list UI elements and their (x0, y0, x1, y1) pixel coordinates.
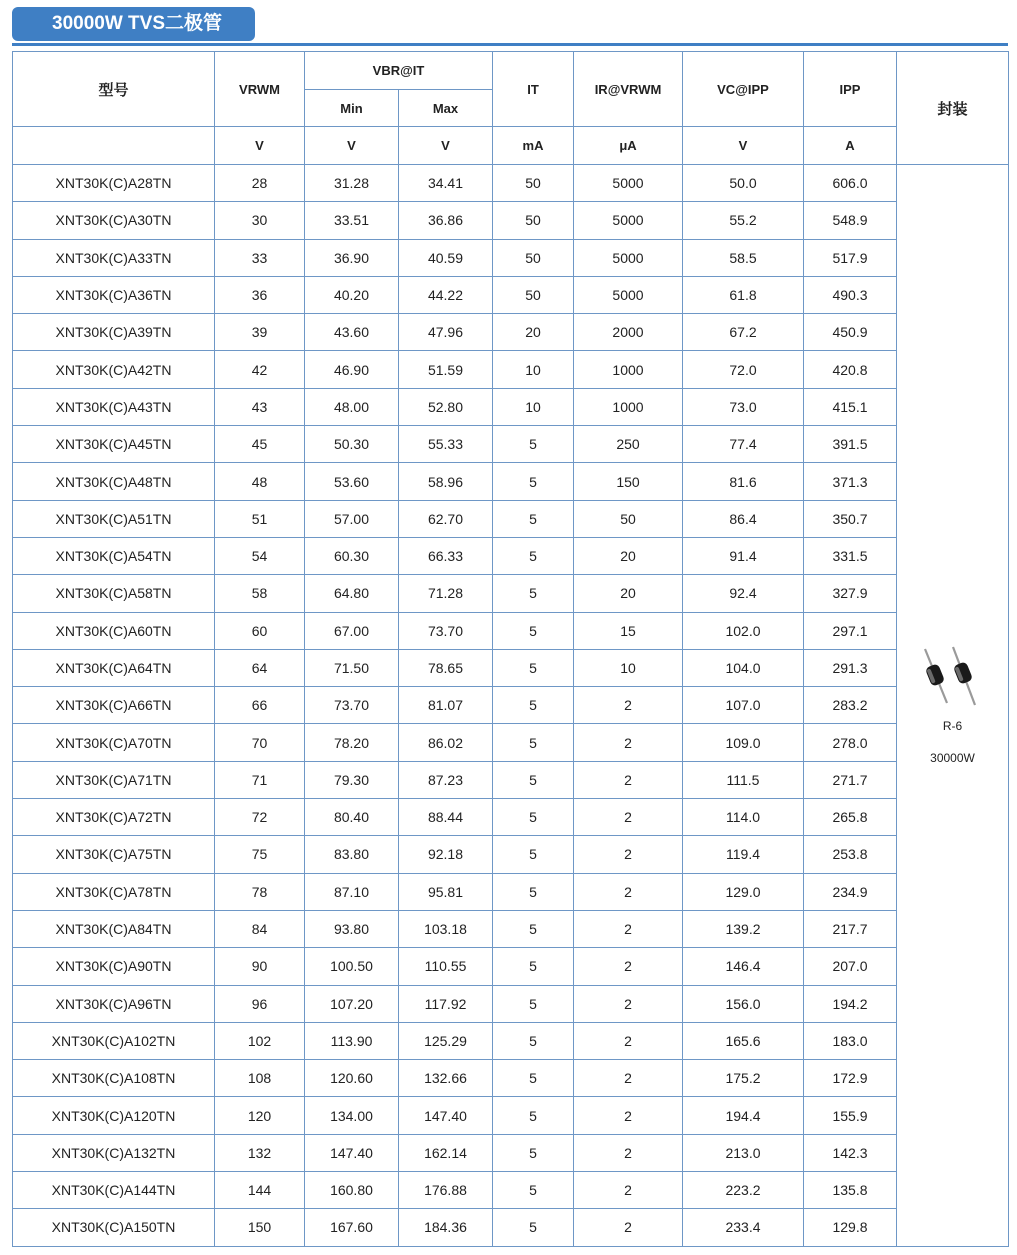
cell-vrwm: 43 (215, 388, 305, 425)
cell-vbr-max: 125.29 (399, 1022, 493, 1059)
cell-ir: 1000 (574, 388, 683, 425)
cell-vbr-min: 78.20 (305, 724, 399, 761)
cell-vc: 91.4 (683, 537, 804, 574)
table-row (13, 612, 1009, 649)
cell-vc: 194.4 (683, 1097, 804, 1134)
cell-vrwm: 66 (215, 687, 305, 724)
cell-vbr-min: 67.00 (305, 612, 399, 649)
cell-vrwm: 33 (215, 239, 305, 276)
cell-vbr-min: 93.80 (305, 910, 399, 947)
cell-ir: 1000 (574, 351, 683, 388)
cell-vrwm: 144 (215, 1172, 305, 1209)
table-row (13, 799, 1009, 836)
cell-it: 5 (493, 1097, 574, 1134)
cell-vbr-min: 46.90 (305, 351, 399, 388)
cell-vc: 104.0 (683, 649, 804, 686)
cell-vrwm: 39 (215, 314, 305, 351)
cell-model: XNT30K(C)A51TN (13, 500, 215, 537)
header-model: 型号 (13, 52, 215, 127)
cell-vbr-max: 40.59 (399, 239, 493, 276)
cell-vbr-min: 43.60 (305, 314, 399, 351)
cell-model: XNT30K(C)A48TN (13, 463, 215, 500)
cell-vbr-min: 160.80 (305, 1172, 399, 1209)
cell-vrwm: 64 (215, 649, 305, 686)
cell-model: XNT30K(C)A58TN (13, 575, 215, 612)
cell-vc: 73.0 (683, 388, 804, 425)
cell-ipp: 490.3 (804, 276, 897, 313)
cell-ipp: 450.9 (804, 314, 897, 351)
cell-it: 5 (493, 537, 574, 574)
cell-vc: 92.4 (683, 575, 804, 612)
cell-model: XNT30K(C)A71TN (13, 761, 215, 798)
section-title: 30000W TVS二极管 (12, 7, 255, 41)
cell-it: 50 (493, 202, 574, 239)
cell-vc: 58.5 (683, 239, 804, 276)
cell-it: 5 (493, 426, 574, 463)
cell-ir: 5000 (574, 202, 683, 239)
cell-ipp: 548.9 (804, 202, 897, 239)
cell-vc: 81.6 (683, 463, 804, 500)
header-package: 封装 (897, 52, 1009, 165)
table-row (13, 1134, 1009, 1171)
cell-vbr-max: 34.41 (399, 165, 493, 202)
cell-ipp: 135.8 (804, 1172, 897, 1209)
cell-vbr-max: 78.65 (399, 649, 493, 686)
cell-it: 5 (493, 724, 574, 761)
cell-model: XNT30K(C)A150TN (13, 1209, 215, 1246)
cell-it: 10 (493, 351, 574, 388)
cell-vc: 86.4 (683, 500, 804, 537)
cell-ipp: 415.1 (804, 388, 897, 425)
cell-vbr-min: 79.30 (305, 761, 399, 798)
table-row (13, 165, 1009, 202)
cell-vbr-min: 134.00 (305, 1097, 399, 1134)
table-row (13, 388, 1009, 425)
spec-table (12, 51, 1009, 1247)
cell-vc: 114.0 (683, 799, 804, 836)
cell-vc: 55.2 (683, 202, 804, 239)
cell-model: XNT30K(C)A90TN (13, 948, 215, 985)
table-row (13, 314, 1009, 351)
cell-ir: 250 (574, 426, 683, 463)
cell-vrwm: 96 (215, 985, 305, 1022)
cell-vbr-max: 92.18 (399, 836, 493, 873)
cell-vbr-max: 132.66 (399, 1060, 493, 1097)
cell-vbr-max: 58.96 (399, 463, 493, 500)
cell-it: 5 (493, 1022, 574, 1059)
cell-vbr-max: 147.40 (399, 1097, 493, 1134)
cell-vbr-max: 73.70 (399, 612, 493, 649)
cell-ir: 2 (574, 948, 683, 985)
table-row (13, 1097, 1009, 1134)
cell-vrwm: 72 (215, 799, 305, 836)
cell-it: 5 (493, 836, 574, 873)
cell-model: XNT30K(C)A84TN (13, 910, 215, 947)
cell-vbr-max: 162.14 (399, 1134, 493, 1171)
cell-ipp: 391.5 (804, 426, 897, 463)
cell-vrwm: 120 (215, 1097, 305, 1134)
cell-vc: 109.0 (683, 724, 804, 761)
cell-vbr-max: 47.96 (399, 314, 493, 351)
cell-ipp: 217.7 (804, 910, 897, 947)
header-model-unit (13, 127, 215, 165)
cell-ir: 2 (574, 873, 683, 910)
cell-model: XNT30K(C)A96TN (13, 985, 215, 1022)
cell-vbr-min: 40.20 (305, 276, 399, 313)
cell-vbr-min: 48.00 (305, 388, 399, 425)
cell-ipp: 283.2 (804, 687, 897, 724)
cell-vbr-min: 120.60 (305, 1060, 399, 1097)
cell-vbr-min: 147.40 (305, 1134, 399, 1171)
cell-vc: 146.4 (683, 948, 804, 985)
cell-vrwm: 48 (215, 463, 305, 500)
cell-it: 50 (493, 165, 574, 202)
cell-model: XNT30K(C)A72TN (13, 799, 215, 836)
cell-vbr-max: 51.59 (399, 351, 493, 388)
cell-vbr-min: 100.50 (305, 948, 399, 985)
cell-it: 5 (493, 649, 574, 686)
unit-ir: μA (574, 127, 683, 165)
cell-vrwm: 58 (215, 575, 305, 612)
table-row (13, 724, 1009, 761)
cell-vbr-max: 44.22 (399, 276, 493, 313)
cell-vbr-max: 71.28 (399, 575, 493, 612)
cell-ipp: 194.2 (804, 985, 897, 1022)
cell-vbr-max: 88.44 (399, 799, 493, 836)
cell-ir: 2 (574, 799, 683, 836)
table-row (13, 426, 1009, 463)
cell-vbr-max: 81.07 (399, 687, 493, 724)
cell-model: XNT30K(C)A36TN (13, 276, 215, 313)
header-ipp: IPP (804, 52, 897, 127)
cell-vrwm: 70 (215, 724, 305, 761)
cell-ipp: 253.8 (804, 836, 897, 873)
cell-vbr-min: 83.80 (305, 836, 399, 873)
cell-ipp: 350.7 (804, 500, 897, 537)
cell-vrwm: 71 (215, 761, 305, 798)
cell-vbr-max: 66.33 (399, 537, 493, 574)
cell-it: 5 (493, 1209, 574, 1246)
cell-it: 5 (493, 910, 574, 947)
table-row (13, 910, 1009, 947)
cell-model: XNT30K(C)A54TN (13, 537, 215, 574)
cell-model: XNT30K(C)A70TN (13, 724, 215, 761)
unit-it: mA (493, 127, 574, 165)
cell-vrwm: 84 (215, 910, 305, 947)
cell-vbr-min: 36.90 (305, 239, 399, 276)
cell-ir: 10 (574, 649, 683, 686)
cell-vbr-max: 86.02 (399, 724, 493, 761)
table-row (13, 276, 1009, 313)
cell-vbr-max: 55.33 (399, 426, 493, 463)
table-row (13, 351, 1009, 388)
cell-vc: 111.5 (683, 761, 804, 798)
cell-model: XNT30K(C)A42TN (13, 351, 215, 388)
unit-min: V (305, 127, 399, 165)
cell-vbr-min: 113.90 (305, 1022, 399, 1059)
package-cell (897, 165, 1009, 1247)
table-row (13, 463, 1009, 500)
cell-vrwm: 132 (215, 1134, 305, 1171)
cell-ir: 2 (574, 1022, 683, 1059)
cell-ir: 5000 (574, 239, 683, 276)
cell-vc: 61.8 (683, 276, 804, 313)
cell-vc: 67.2 (683, 314, 804, 351)
cell-ipp: 278.0 (804, 724, 897, 761)
header-vbr: VBR@IT (305, 52, 493, 90)
cell-ipp: 265.8 (804, 799, 897, 836)
cell-model: XNT30K(C)A33TN (13, 239, 215, 276)
cell-ipp: 129.8 (804, 1209, 897, 1246)
cell-model: XNT30K(C)A60TN (13, 612, 215, 649)
cell-vbr-min: 53.60 (305, 463, 399, 500)
table-row (13, 761, 1009, 798)
cell-vrwm: 42 (215, 351, 305, 388)
cell-vbr-min: 107.20 (305, 985, 399, 1022)
table-row (13, 500, 1009, 537)
cell-vrwm: 102 (215, 1022, 305, 1059)
table-row (13, 1060, 1009, 1097)
cell-vc: 175.2 (683, 1060, 804, 1097)
cell-vc: 165.6 (683, 1022, 804, 1059)
table-row (13, 202, 1009, 239)
cell-ipp: 327.9 (804, 575, 897, 612)
cell-it: 5 (493, 948, 574, 985)
cell-vbr-max: 176.88 (399, 1172, 493, 1209)
cell-model: XNT30K(C)A132TN (13, 1134, 215, 1171)
unit-max: V (399, 127, 493, 165)
cell-it: 5 (493, 500, 574, 537)
cell-vbr-max: 62.70 (399, 500, 493, 537)
cell-model: XNT30K(C)A28TN (13, 165, 215, 202)
title-underline (12, 43, 1008, 46)
cell-ir: 5000 (574, 165, 683, 202)
diode-image (917, 645, 989, 711)
cell-ipp: 606.0 (804, 165, 897, 202)
cell-model: XNT30K(C)A30TN (13, 202, 215, 239)
table-row (13, 1172, 1009, 1209)
cell-ipp: 172.9 (804, 1060, 897, 1097)
unit-ipp: A (804, 127, 897, 165)
cell-ir: 2 (574, 1209, 683, 1246)
cell-model: XNT30K(C)A102TN (13, 1022, 215, 1059)
cell-vbr-max: 52.80 (399, 388, 493, 425)
cell-vrwm: 90 (215, 948, 305, 985)
cell-ir: 2 (574, 1172, 683, 1209)
cell-it: 5 (493, 873, 574, 910)
cell-it: 5 (493, 575, 574, 612)
cell-ipp: 291.3 (804, 649, 897, 686)
cell-ir: 20 (574, 537, 683, 574)
cell-ipp: 142.3 (804, 1134, 897, 1171)
cell-ir: 2 (574, 724, 683, 761)
diode-right (952, 647, 974, 705)
cell-ipp: 420.8 (804, 351, 897, 388)
header-ir: IR@VRWM (574, 52, 683, 127)
header-vc: VC@IPP (683, 52, 804, 127)
cell-ir: 2 (574, 1097, 683, 1134)
cell-vrwm: 75 (215, 836, 305, 873)
cell-vrwm: 54 (215, 537, 305, 574)
cell-it: 50 (493, 276, 574, 313)
cell-model: XNT30K(C)A120TN (13, 1097, 215, 1134)
cell-vrwm: 78 (215, 873, 305, 910)
cell-vc: 139.2 (683, 910, 804, 947)
table-row (13, 575, 1009, 612)
table-row (13, 239, 1009, 276)
cell-vbr-min: 31.28 (305, 165, 399, 202)
cell-vbr-max: 36.86 (399, 202, 493, 239)
table-row (13, 1209, 1009, 1246)
cell-it: 5 (493, 1060, 574, 1097)
cell-it: 5 (493, 985, 574, 1022)
cell-vc: 72.0 (683, 351, 804, 388)
cell-ir: 2 (574, 985, 683, 1022)
cell-vbr-min: 87.10 (305, 873, 399, 910)
cell-model: XNT30K(C)A64TN (13, 649, 215, 686)
cell-ipp: 155.9 (804, 1097, 897, 1134)
cell-model: XNT30K(C)A45TN (13, 426, 215, 463)
cell-ir: 2000 (574, 314, 683, 351)
unit-vrwm: V (215, 127, 305, 165)
cell-ir: 2 (574, 910, 683, 947)
cell-ir: 20 (574, 575, 683, 612)
header-min: Min (305, 90, 399, 127)
cell-ir: 50 (574, 500, 683, 537)
cell-vbr-min: 80.40 (305, 799, 399, 836)
cell-model: XNT30K(C)A108TN (13, 1060, 215, 1097)
cell-vc: 107.0 (683, 687, 804, 724)
unit-vc: V (683, 127, 804, 165)
cell-vbr-min: 60.30 (305, 537, 399, 574)
cell-ipp: 183.0 (804, 1022, 897, 1059)
cell-vrwm: 30 (215, 202, 305, 239)
cell-vc: 233.4 (683, 1209, 804, 1246)
cell-vbr-min: 73.70 (305, 687, 399, 724)
cell-vrwm: 51 (215, 500, 305, 537)
cell-vbr-min: 33.51 (305, 202, 399, 239)
cell-it: 5 (493, 761, 574, 798)
cell-model: XNT30K(C)A66TN (13, 687, 215, 724)
cell-model: XNT30K(C)A75TN (13, 836, 215, 873)
cell-vbr-min: 50.30 (305, 426, 399, 463)
table-row (13, 687, 1009, 724)
cell-it: 5 (493, 799, 574, 836)
cell-vc: 129.0 (683, 873, 804, 910)
cell-model: XNT30K(C)A39TN (13, 314, 215, 351)
cell-vbr-max: 103.18 (399, 910, 493, 947)
cell-ipp: 371.3 (804, 463, 897, 500)
table-row (13, 537, 1009, 574)
cell-vc: 223.2 (683, 1172, 804, 1209)
cell-vrwm: 60 (215, 612, 305, 649)
package-name: R-6 (942, 719, 963, 734)
cell-vbr-max: 110.55 (399, 948, 493, 985)
cell-vc: 213.0 (683, 1134, 804, 1171)
cell-ipp: 271.7 (804, 761, 897, 798)
cell-vbr-max: 95.81 (399, 873, 493, 910)
cell-it: 5 (493, 1134, 574, 1171)
cell-vc: 50.0 (683, 165, 804, 202)
cell-ir: 15 (574, 612, 683, 649)
cell-it: 5 (493, 612, 574, 649)
cell-ipp: 297.1 (804, 612, 897, 649)
cell-ipp: 517.9 (804, 239, 897, 276)
cell-it: 20 (493, 314, 574, 351)
cell-vbr-min: 167.60 (305, 1209, 399, 1246)
cell-ir: 2 (574, 1134, 683, 1171)
table-row (13, 1022, 1009, 1059)
table-row (13, 873, 1009, 910)
cell-ir: 2 (574, 1060, 683, 1097)
cell-ir: 2 (574, 761, 683, 798)
cell-vc: 102.0 (683, 612, 804, 649)
cell-vc: 119.4 (683, 836, 804, 873)
header-max: Max (399, 90, 493, 127)
cell-ir: 2 (574, 687, 683, 724)
cell-it: 50 (493, 239, 574, 276)
cell-vbr-max: 87.23 (399, 761, 493, 798)
diode-left (924, 649, 946, 703)
table-row (13, 985, 1009, 1022)
table-row (13, 948, 1009, 985)
cell-it: 5 (493, 687, 574, 724)
cell-model: XNT30K(C)A78TN (13, 873, 215, 910)
cell-vrwm: 108 (215, 1060, 305, 1097)
cell-it: 5 (493, 1172, 574, 1209)
cell-vc: 156.0 (683, 985, 804, 1022)
cell-vrwm: 36 (215, 276, 305, 313)
cell-ipp: 234.9 (804, 873, 897, 910)
cell-vbr-max: 117.92 (399, 985, 493, 1022)
cell-vbr-min: 57.00 (305, 500, 399, 537)
cell-model: XNT30K(C)A43TN (13, 388, 215, 425)
cell-vbr-max: 184.36 (399, 1209, 493, 1246)
cell-ir: 2 (574, 836, 683, 873)
header-vrwm: VRWM (215, 52, 305, 127)
package-power: 30000W (930, 751, 975, 766)
cell-vrwm: 150 (215, 1209, 305, 1246)
cell-ipp: 207.0 (804, 948, 897, 985)
table-row (13, 836, 1009, 873)
cell-vc: 77.4 (683, 426, 804, 463)
cell-vrwm: 28 (215, 165, 305, 202)
cell-model: XNT30K(C)A144TN (13, 1172, 215, 1209)
cell-ir: 150 (574, 463, 683, 500)
cell-it: 5 (493, 463, 574, 500)
table-row (13, 649, 1009, 686)
header-it: IT (493, 52, 574, 127)
table-body (13, 165, 1009, 1247)
cell-vbr-min: 71.50 (305, 649, 399, 686)
cell-ir: 5000 (574, 276, 683, 313)
cell-vbr-min: 64.80 (305, 575, 399, 612)
cell-vrwm: 45 (215, 426, 305, 463)
cell-it: 10 (493, 388, 574, 425)
cell-ipp: 331.5 (804, 537, 897, 574)
